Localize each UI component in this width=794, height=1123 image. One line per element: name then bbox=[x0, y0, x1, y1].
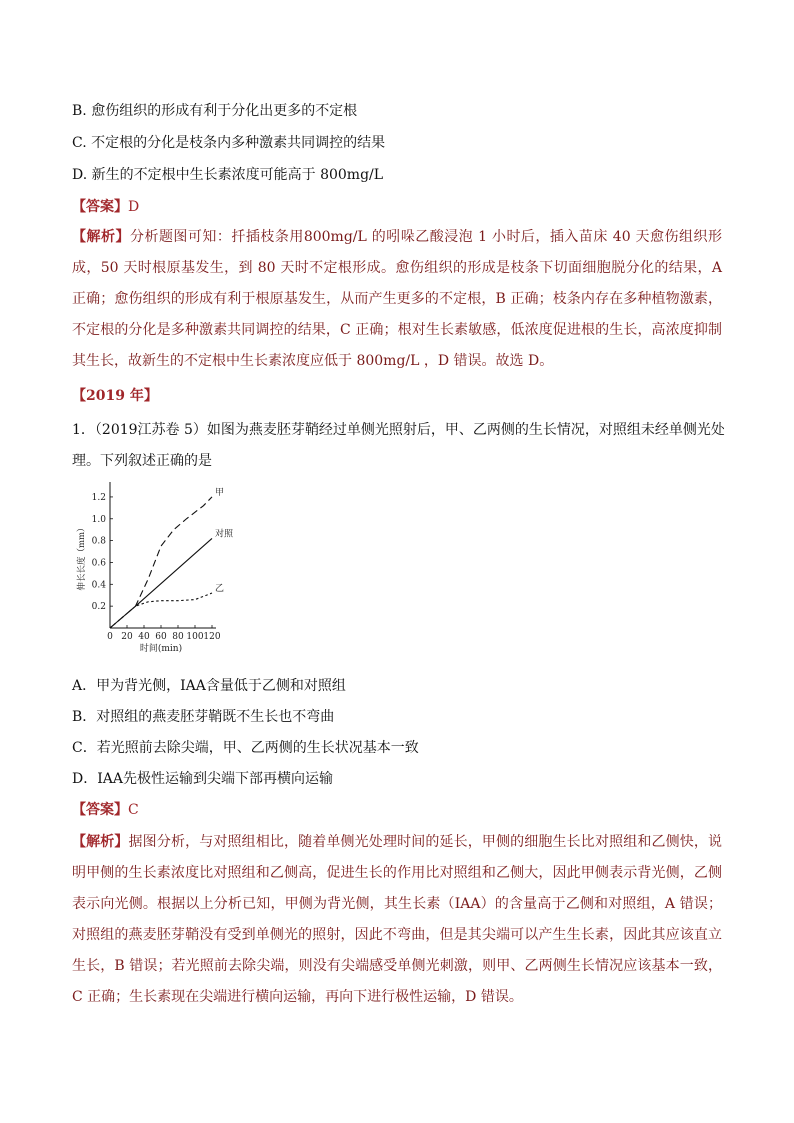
answer-value: D bbox=[128, 199, 140, 215]
y-tick-label: 1.2 bbox=[91, 492, 106, 503]
x-tick-label: 60 bbox=[155, 632, 167, 642]
analysis-label: 【解析】 bbox=[72, 229, 130, 245]
series-label-2: 对照 bbox=[215, 529, 234, 540]
chart-labels bbox=[76, 487, 234, 654]
answer-2 bbox=[72, 800, 139, 820]
series-label-3: 乙 bbox=[215, 584, 225, 595]
answer-1 bbox=[72, 197, 139, 217]
x-tick-label: 120 bbox=[203, 632, 221, 642]
question-line-1: 1．（2019江苏卷 5）如图为燕麦胚芽鞘经过单侧光照射后，甲、乙两侧的生长情况，对照组未经单侧光处 bbox=[72, 422, 725, 438]
question-line-2: 理。下列叙述正确的是 bbox=[72, 453, 212, 469]
y-axis-label: 伸长长度（mm） bbox=[77, 523, 87, 591]
x-tick-label: 0 bbox=[107, 632, 113, 642]
year-heading: 【2019 年】 bbox=[72, 388, 158, 404]
answer-label: 【答案】 bbox=[72, 199, 128, 215]
analysis-text: 分析题图可知：扦插枝条用800mg/L 的吲哚乙酸浸泡 1 小时后，插入苗床 40 天愈伤组织形成，50 天时根原基发生，到 80 天时不定根形成。愈伤组织的形成是枝条下切面细胞脱分化的结果，A 正确；愈伤组织的形成有利于根原基发生，从而产生更多的不定根，B 正确；枝条内存在多种植物激素，不定根的分化是多种激素共同调控的结果，C 正确；根对生长素敏感，低浓度促进根的生长，高浓度抑制其生长，故新生的不定根中生长素浓度应低于 800mg/L ，D 错误。故选 D。 bbox=[72, 229, 723, 369]
y-tick-label: 0.8 bbox=[91, 536, 106, 547]
chart-axes bbox=[110, 482, 216, 628]
chart-ticks bbox=[92, 493, 221, 642]
option-d: D．IAA先极性运输到尖端下部再横向运输 bbox=[72, 771, 333, 787]
analysis-2 bbox=[72, 827, 722, 1013]
y-tick-label: 1.0 bbox=[91, 514, 106, 525]
y-tick-label: 0.2 bbox=[91, 602, 106, 613]
series-line-1 bbox=[110, 497, 212, 628]
option-b: B．对照组的燕麦胚芽鞘既不生长也不弯曲 bbox=[72, 709, 335, 725]
option-a: A．甲为背光侧，IAA含量低于乙侧和对照组 bbox=[72, 678, 346, 694]
analysis-label: 【解析】 bbox=[72, 834, 129, 850]
x-tick-label: 40 bbox=[138, 632, 150, 642]
x-axis-label: 时间(min) bbox=[139, 644, 183, 654]
series-label-1: 甲 bbox=[215, 487, 225, 498]
option-c: C．若光照前去除尖端，甲、乙两侧的生长状况基本一致 bbox=[72, 740, 419, 756]
series-line-3 bbox=[110, 593, 212, 628]
analysis-text: 据图分析，与对照组相比，随着单侧光处理时间的延长，甲侧的细胞生长比对照组和乙侧快，说明甲侧的生长素浓度比对照组和乙侧高，促进生长的作用比对照组和乙侧大，因此甲侧表示背光侧，乙侧表示向光侧。根据以上分析已知，甲侧为背光侧，其生长素（IAA）的含量高于乙侧和对照组，A 错误；对照组的燕麦胚芽鞘没有受到单侧光的照射，因此不弯曲，但是其尖端可以产生生长素，因此其应该直立生长，B 错误；若光照前去除尖端，则没有尖端感受单侧光刺激，则甲、乙两侧生长情况应该基本一致，C 正确；生长素现在尖端进行横向运输，再向下进行极性运输，D 错误。 bbox=[72, 834, 723, 1005]
chart-series bbox=[110, 497, 212, 628]
option-d-prev: D. 新生的不定根中生长素浓度可能高于 800mg/L bbox=[72, 167, 384, 183]
y-tick-label: 0.4 bbox=[91, 580, 106, 591]
x-tick-label: 100 bbox=[186, 632, 204, 642]
answer-label: 【答案】 bbox=[72, 802, 128, 818]
analysis-1 bbox=[72, 222, 722, 377]
y-tick-label: 0.6 bbox=[91, 558, 106, 569]
growth-chart bbox=[72, 476, 242, 666]
x-tick-label: 80 bbox=[172, 632, 184, 642]
x-tick-label: 20 bbox=[121, 632, 133, 642]
option-c-prev: C. 不定根的分化是枝条内多种激素共同调控的结果 bbox=[72, 135, 386, 151]
answer-value: C bbox=[128, 802, 139, 818]
option-b-prev: B. 愈伤组织的形成有利于分化出更多的不定根 bbox=[72, 103, 358, 119]
